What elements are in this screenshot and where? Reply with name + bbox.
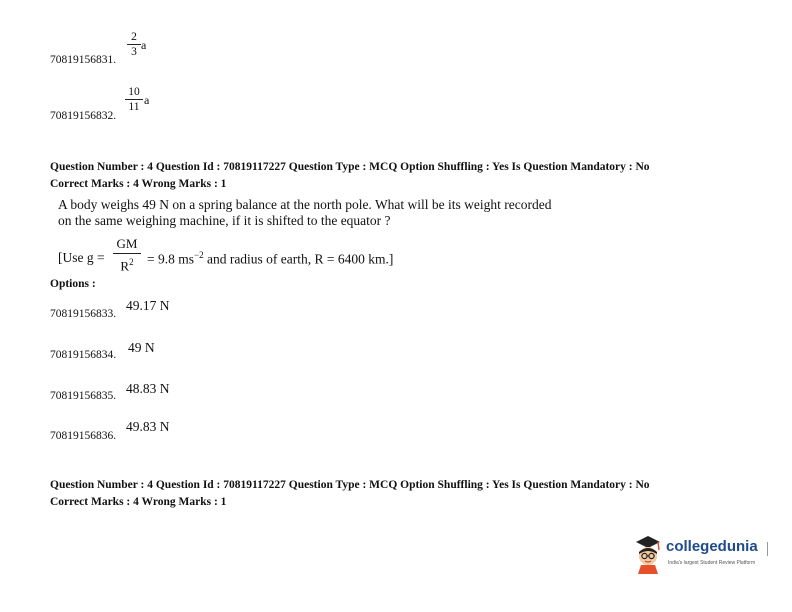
next-question-header-line1: Question Number : 4 Question Id : 70819117227 Question Type : MCQ Option Shuffling : Yes Is Question Mandatory : No [50,479,650,491]
question-text-line2: on the same weighing machine, if it is shifted to the equator ? [58,213,391,228]
collegedunia-logo [632,532,778,584]
fraction-numerator: 10 [128,86,140,98]
logo-wordmark: collegedunia [666,538,758,555]
hint-exponent: −2 [194,250,204,260]
question-text-line1: A body weighs 49 N on a spring balance at the north pole. What will be its weight recorded [58,197,552,212]
option-id: 70819156834. [50,349,117,361]
option-text: 48.83 N [126,381,170,396]
fraction-denominator: 3 [131,46,137,58]
logo-tagline: India's largest Student Review Platform [668,560,756,566]
option-id: 70819156833. [50,308,117,320]
option-text: 49.17 N [126,298,170,313]
option-text: 49 N [128,340,155,355]
fraction-numerator: 2 [131,31,137,43]
fraction-variable: a [144,93,150,107]
option-text: 49.83 N [126,419,170,434]
question-header-line1: Question Number : 4 Question Id : 70819117227 Question Type : MCQ Option Shuffling : Yes Is Question Mandatory : No [50,161,650,173]
hint-suffix: = 9.8 $ms^{-2}$ and radius of earth, R = 6400 km.] [147,250,394,267]
option-id: 70819156835. [50,390,117,402]
option-id: 70819156831. [50,54,117,66]
fraction-bar [113,253,141,254]
fraction-ten-elevenths [125,86,143,113]
options-label: Options : [50,278,96,290]
fraction-variable: a [141,38,147,52]
gravity-fraction [113,237,141,273]
option-id: 70819156832. [50,110,117,122]
fraction-denominator: 11 [128,101,140,113]
fraction-bar [125,99,143,100]
fraction-bar [127,44,141,45]
graduate-mascot-icon [632,534,664,574]
logo-separator [767,542,768,556]
option-id: 70819156836. [50,430,117,442]
gravity-denominator-exponent: 2 [129,257,134,267]
question-header-line2: Correct Marks : 4 Wrong Marks : 1 [50,178,227,190]
next-question-header-line2: Correct Marks : 4 Wrong Marks : 1 [50,496,227,508]
hint-prefix: [Use g = [58,250,105,265]
gravity-numerator: GM [116,236,138,251]
fraction-two-thirds [127,31,141,58]
gravity-denominator: R [120,258,130,274]
